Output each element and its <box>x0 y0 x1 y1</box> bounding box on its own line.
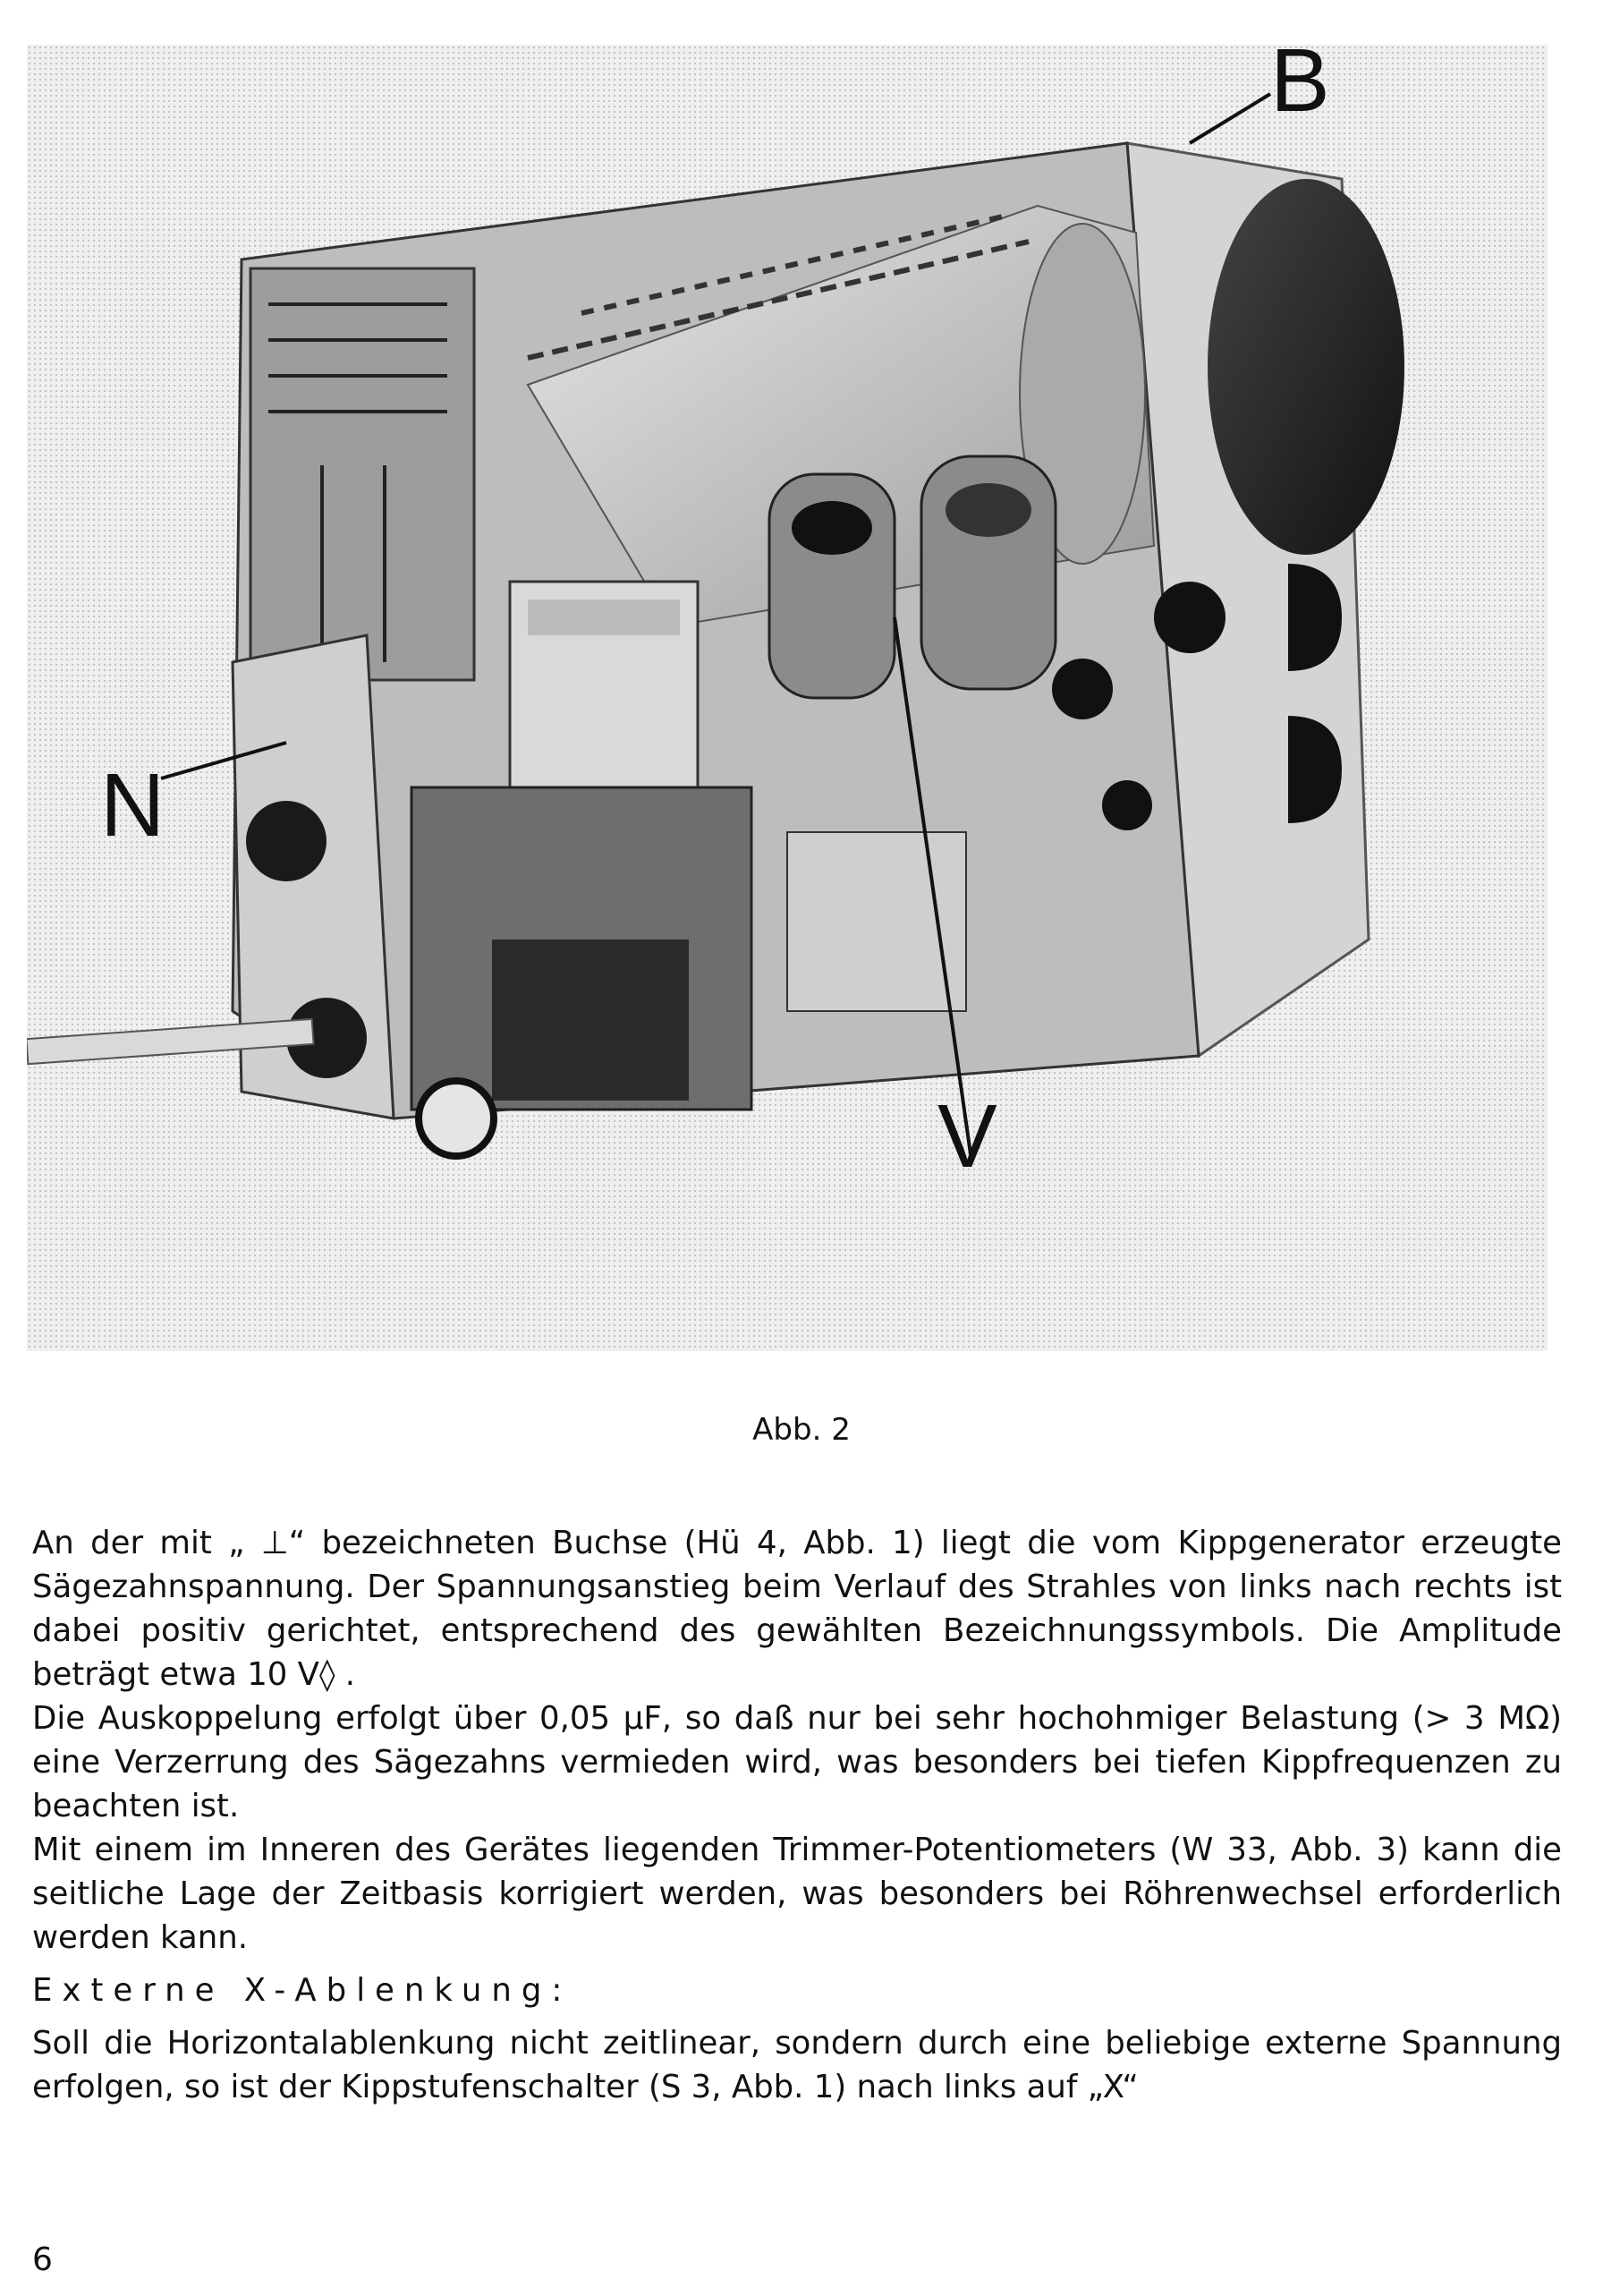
figure-photo <box>27 45 1548 1360</box>
figure-caption: Abb. 2 <box>752 1412 851 1448</box>
paragraph-sawtooth: An der mit „ ⊥“ bezeichneten Buchse (Hü 4, Abb. 1) liegt die vom Kippgenerator erzeugte Sägezahnspannung. Der Spannungsanstieg beim Verlauf des Strahles von links nach rechts ist dabei positiv gerichtet, entsprechend des gewählten Bezeichnungssymbols. Die Amplitude beträgt etwa 10 V◊ . <box>32 1525 1562 1693</box>
section-heading: Externe X-Ablenkung: <box>32 1972 572 2009</box>
paragraph-coupling: Die Auskoppelung erfolgt über 0,05 μF, so daß nur bei sehr hochohmiger Belastung (> 3 MΩ) eine Verzerrung des Sägezahns vermieden wird, was besonders bei tiefen Kippfrequenzen zu beachten ist. <box>32 1700 1562 1824</box>
paragraph-trimmer: Mit einem im Inneren des Gerätes liegenden Trimmer-Potentiometers (W 33, Abb. 3) kann die seitliche Lage der Zeitbasis korrigiert werden, was besonders bei Röhrenwechsel erforderlich werden kann. <box>32 1832 1562 1956</box>
body-text <box>32 1521 1562 2109</box>
callout-label-v: V <box>937 1086 997 1186</box>
page-number: 6 <box>32 2241 53 2278</box>
paragraph-external-deflection: Soll die Horizontalablenkung nicht zeitlinear, sondern durch eine beliebige externe Spannung erfolgen, so ist der Kippstufenschalter (S 3, Abb. 1) nach links auf „X“ <box>32 2025 1562 2105</box>
callout-label-n: N <box>100 755 165 855</box>
callout-label-b: B <box>1270 30 1330 131</box>
